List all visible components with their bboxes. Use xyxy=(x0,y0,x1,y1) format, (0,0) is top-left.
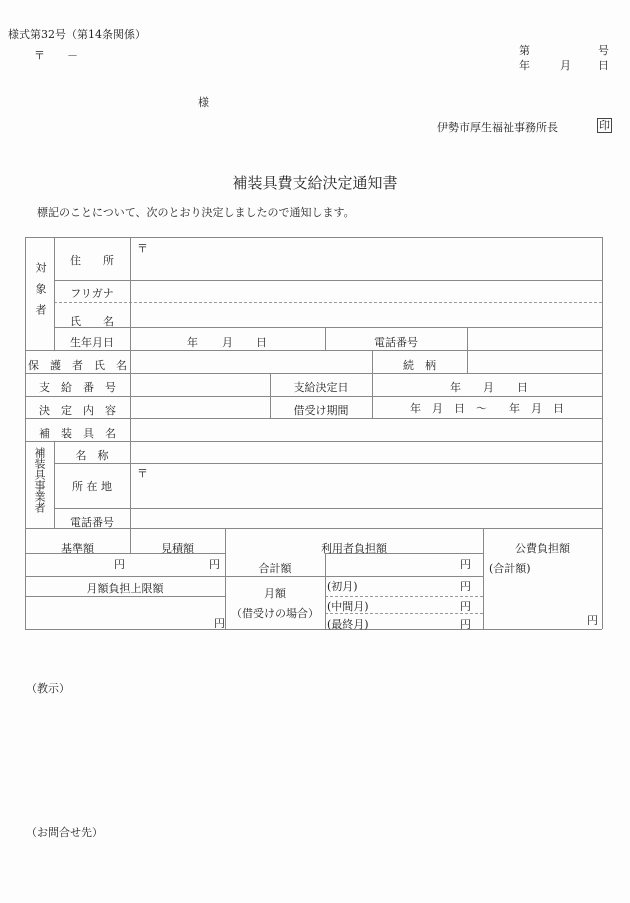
birth-month: 月 xyxy=(222,336,233,349)
date-year: 年 xyxy=(519,59,530,72)
postal-mark: 〒 xyxy=(34,49,45,62)
seal-mark: 印 xyxy=(599,119,610,132)
addressee-suffix: 様 xyxy=(198,96,209,109)
payment-number-field[interactable] xyxy=(131,374,269,395)
decision-day: 日 xyxy=(517,381,528,394)
total-field[interactable] xyxy=(326,554,482,575)
issuer-name: 伊勢市厚生福祉事務所長 xyxy=(437,121,558,134)
doc-number-prefix: 第 xyxy=(519,44,530,57)
relation-label: 続 柄 xyxy=(403,359,436,372)
estimate-label: 見積額 xyxy=(161,542,194,555)
vendor-postal-mark: 〒 xyxy=(137,467,148,480)
address-label: 住 所 xyxy=(70,254,114,267)
postal-dash: － xyxy=(67,49,78,62)
monthly-cap-field[interactable] xyxy=(26,597,224,628)
furigana-label: フリガナ xyxy=(70,287,114,300)
name-field[interactable] xyxy=(131,303,601,326)
payment-number-label: 支 給 番 号 xyxy=(39,381,116,394)
date-month: 月 xyxy=(560,59,571,72)
total-label: 合計額 xyxy=(258,562,292,575)
document-title: 補装具費支給決定通知書 xyxy=(232,174,398,192)
vendor-name-field[interactable] xyxy=(131,442,601,462)
vendor-address-label: 所 在 地 xyxy=(72,480,112,493)
first-month-yen: 円 xyxy=(460,580,471,593)
first-month-label: (初月) xyxy=(327,580,358,593)
vendor-phone-field[interactable] xyxy=(131,509,601,527)
middle-month-yen: 円 xyxy=(460,600,471,613)
furigana-field[interactable] xyxy=(131,281,601,301)
device-name-label: 補 装 具 名 xyxy=(39,427,116,440)
vendor-phone-label: 電話番号 xyxy=(70,516,114,529)
middle-month-label: (中間月) xyxy=(327,600,369,613)
public-total-label: (合計額) xyxy=(489,562,531,575)
intro-text: 標記のことについて、次のとおり決定しましたので通知します。 xyxy=(37,206,355,219)
rental-period-label: 借受け期間 xyxy=(293,404,349,417)
standard-amount-field[interactable] xyxy=(26,554,129,575)
vendor-name-label: 名 称 xyxy=(75,449,109,462)
user-burden-label: 利用者負担額 xyxy=(321,542,387,555)
monthly-cap-yen: 円 xyxy=(214,617,225,630)
standard-amount-label: 基準額 xyxy=(61,542,94,555)
monthly-label: 月額 xyxy=(264,587,286,600)
decision-month: 月 xyxy=(483,381,494,394)
device-name-field[interactable] xyxy=(131,419,601,440)
standard-amount-yen: 円 xyxy=(114,558,125,571)
subject-group-label: 対象者 xyxy=(34,262,47,325)
relation-field[interactable] xyxy=(468,351,601,372)
contact-label: （お問合せ先） xyxy=(26,826,103,839)
decision-year: 年 xyxy=(450,381,461,394)
address-postal-mark: 〒 xyxy=(137,242,148,255)
instruction-label: （教示） xyxy=(26,682,70,695)
vendor-address-field[interactable] xyxy=(131,464,601,507)
decision-content-field[interactable] xyxy=(131,397,269,417)
public-total-field[interactable] xyxy=(484,554,601,628)
birth-year: 年 xyxy=(187,336,198,349)
date-day: 日 xyxy=(598,59,609,72)
estimate-yen: 円 xyxy=(209,558,220,571)
doc-number-suffix: 号 xyxy=(598,44,609,57)
guardian-label: 保 護 者 氏 名 xyxy=(28,359,127,372)
guardian-field[interactable] xyxy=(131,351,371,372)
decision-date-label: 支給決定日 xyxy=(293,381,349,394)
phone-label: 電話番号 xyxy=(374,336,418,349)
name-label: 氏 名 xyxy=(70,315,114,328)
vendor-group-label: 補装具事業者 xyxy=(33,447,46,513)
monthly-cap-label: 月額負担上限額 xyxy=(86,582,164,595)
form-number: 様式第32号（第14条関係） xyxy=(8,28,146,41)
estimate-field[interactable] xyxy=(131,554,224,575)
last-month-yen: 円 xyxy=(460,618,471,631)
address-field[interactable] xyxy=(131,238,601,279)
rental-period-value: 年 月 日 ～ 年 月 日 xyxy=(410,402,564,415)
birthdate-label: 生年月日 xyxy=(70,336,114,349)
public-total-yen: 円 xyxy=(587,614,598,627)
birth-day: 日 xyxy=(256,336,267,349)
phone-field[interactable] xyxy=(468,328,601,349)
rental-case-label: （借受けの場合） xyxy=(231,607,319,620)
total-yen: 円 xyxy=(460,558,471,571)
last-month-label: (最終月) xyxy=(327,618,369,631)
public-burden-label: 公費負担額 xyxy=(515,542,570,555)
decision-content-label: 決 定 内 容 xyxy=(39,404,116,417)
